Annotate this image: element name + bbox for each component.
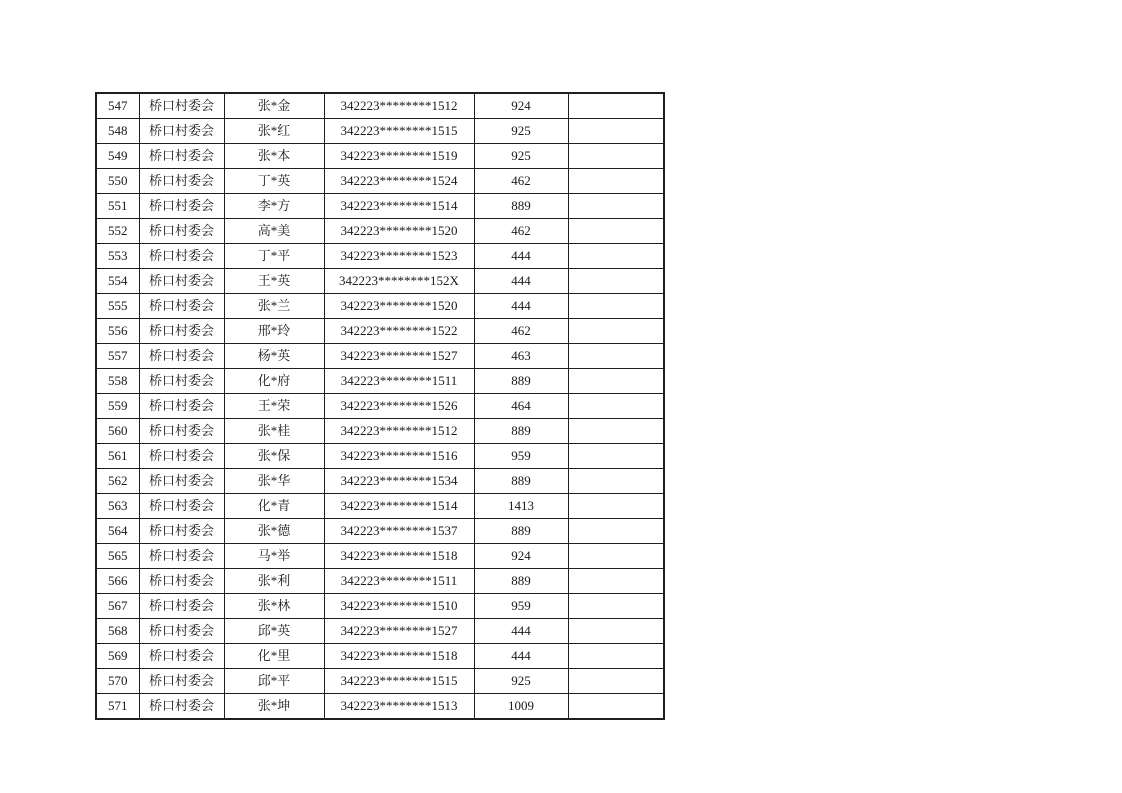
cell-note	[568, 644, 664, 669]
cell-name: 张*利	[224, 569, 324, 594]
table-row	[96, 519, 664, 544]
cell-org: 桥口村委会	[139, 369, 224, 394]
cell-no: 549	[96, 144, 139, 169]
cell-name: 马*举	[224, 544, 324, 569]
table-row	[96, 669, 664, 694]
cell-org: 桥口村委会	[139, 694, 224, 720]
cell-id: 342223********152X	[324, 269, 474, 294]
cell-no: 552	[96, 219, 139, 244]
cell-id: 342223********1523	[324, 244, 474, 269]
cell-id: 342223********1513	[324, 694, 474, 720]
cell-name: 张*金	[224, 93, 324, 119]
cell-id: 342223********1516	[324, 444, 474, 469]
cell-note	[568, 394, 664, 419]
cell-org: 桥口村委会	[139, 269, 224, 294]
cell-no: 557	[96, 344, 139, 369]
cell-amount: 925	[474, 669, 568, 694]
cell-name: 王*荣	[224, 394, 324, 419]
cell-no: 565	[96, 544, 139, 569]
cell-note	[568, 494, 664, 519]
table-row	[96, 394, 664, 419]
cell-id: 342223********1515	[324, 669, 474, 694]
cell-name: 杨*英	[224, 344, 324, 369]
cell-note	[568, 319, 664, 344]
cell-no: 554	[96, 269, 139, 294]
table-row	[96, 144, 664, 169]
cell-id: 342223********1534	[324, 469, 474, 494]
cell-org: 桥口村委会	[139, 469, 224, 494]
cell-note	[568, 419, 664, 444]
cell-name: 张*本	[224, 144, 324, 169]
cell-no: 558	[96, 369, 139, 394]
cell-org: 桥口村委会	[139, 544, 224, 569]
cell-org: 桥口村委会	[139, 444, 224, 469]
records-table-body	[96, 93, 664, 719]
cell-id: 342223********1511	[324, 569, 474, 594]
cell-org: 桥口村委会	[139, 319, 224, 344]
cell-note	[568, 469, 664, 494]
cell-no: 568	[96, 619, 139, 644]
cell-name: 张*红	[224, 119, 324, 144]
cell-id: 342223********1512	[324, 419, 474, 444]
cell-amount: 444	[474, 244, 568, 269]
cell-note	[568, 344, 664, 369]
cell-id: 342223********1537	[324, 519, 474, 544]
cell-no: 559	[96, 394, 139, 419]
cell-no: 555	[96, 294, 139, 319]
table-row	[96, 319, 664, 344]
table-row	[96, 219, 664, 244]
cell-note	[568, 194, 664, 219]
cell-id: 342223********1527	[324, 344, 474, 369]
table-row	[96, 569, 664, 594]
cell-amount: 889	[474, 519, 568, 544]
cell-amount: 924	[474, 544, 568, 569]
cell-id: 342223********1510	[324, 594, 474, 619]
cell-amount: 462	[474, 319, 568, 344]
cell-id: 342223********1518	[324, 544, 474, 569]
table-row	[96, 444, 664, 469]
cell-id: 342223********1518	[324, 644, 474, 669]
cell-no: 551	[96, 194, 139, 219]
table-row	[96, 419, 664, 444]
cell-no: 569	[96, 644, 139, 669]
cell-id: 342223********1515	[324, 119, 474, 144]
cell-note	[568, 219, 664, 244]
cell-name: 化*府	[224, 369, 324, 394]
table-row	[96, 93, 664, 119]
cell-amount: 924	[474, 93, 568, 119]
table-row	[96, 269, 664, 294]
cell-org: 桥口村委会	[139, 619, 224, 644]
cell-note	[568, 169, 664, 194]
cell-org: 桥口村委会	[139, 519, 224, 544]
cell-no: 547	[96, 93, 139, 119]
table-row	[96, 169, 664, 194]
cell-org: 桥口村委会	[139, 419, 224, 444]
cell-name: 邱*平	[224, 669, 324, 694]
cell-name: 张*保	[224, 444, 324, 469]
cell-note	[568, 669, 664, 694]
cell-id: 342223********1520	[324, 294, 474, 319]
table-row	[96, 294, 664, 319]
cell-amount: 925	[474, 144, 568, 169]
cell-id: 342223********1519	[324, 144, 474, 169]
cell-note	[568, 144, 664, 169]
cell-org: 桥口村委会	[139, 219, 224, 244]
cell-name: 张*德	[224, 519, 324, 544]
table-row	[96, 694, 664, 720]
cell-amount: 1413	[474, 494, 568, 519]
cell-amount: 444	[474, 294, 568, 319]
cell-org: 桥口村委会	[139, 394, 224, 419]
cell-id: 342223********1526	[324, 394, 474, 419]
cell-amount: 889	[474, 569, 568, 594]
cell-no: 562	[96, 469, 139, 494]
cell-id: 342223********1514	[324, 194, 474, 219]
cell-note	[568, 269, 664, 294]
cell-no: 566	[96, 569, 139, 594]
cell-org: 桥口村委会	[139, 93, 224, 119]
cell-note	[568, 294, 664, 319]
cell-id: 342223********1514	[324, 494, 474, 519]
cell-org: 桥口村委会	[139, 194, 224, 219]
cell-note	[568, 244, 664, 269]
cell-name: 高*美	[224, 219, 324, 244]
cell-name: 王*英	[224, 269, 324, 294]
cell-org: 桥口村委会	[139, 144, 224, 169]
cell-no: 550	[96, 169, 139, 194]
cell-id: 342223********1524	[324, 169, 474, 194]
table-row	[96, 544, 664, 569]
table-row	[96, 244, 664, 269]
cell-amount: 959	[474, 594, 568, 619]
cell-name: 李*方	[224, 194, 324, 219]
cell-org: 桥口村委会	[139, 669, 224, 694]
cell-amount: 444	[474, 269, 568, 294]
table-row	[96, 194, 664, 219]
cell-org: 桥口村委会	[139, 569, 224, 594]
cell-no: 560	[96, 419, 139, 444]
cell-name: 丁*平	[224, 244, 324, 269]
cell-no: 564	[96, 519, 139, 544]
cell-amount: 1009	[474, 694, 568, 720]
table-row	[96, 644, 664, 669]
cell-note	[568, 594, 664, 619]
cell-name: 张*兰	[224, 294, 324, 319]
cell-name: 化*里	[224, 644, 324, 669]
cell-no: 571	[96, 694, 139, 720]
table-row	[96, 619, 664, 644]
cell-org: 桥口村委会	[139, 594, 224, 619]
cell-org: 桥口村委会	[139, 169, 224, 194]
cell-note	[568, 619, 664, 644]
cell-note	[568, 544, 664, 569]
records-table	[95, 92, 665, 720]
cell-no: 553	[96, 244, 139, 269]
cell-id: 342223********1522	[324, 319, 474, 344]
cell-amount: 889	[474, 419, 568, 444]
cell-id: 342223********1511	[324, 369, 474, 394]
cell-amount: 463	[474, 344, 568, 369]
table-row	[96, 494, 664, 519]
cell-name: 张*林	[224, 594, 324, 619]
cell-amount: 925	[474, 119, 568, 144]
cell-name: 邱*英	[224, 619, 324, 644]
cell-no: 563	[96, 494, 139, 519]
cell-name: 张*坤	[224, 694, 324, 720]
cell-amount: 889	[474, 469, 568, 494]
table-row	[96, 469, 664, 494]
cell-org: 桥口村委会	[139, 119, 224, 144]
table-row	[96, 594, 664, 619]
cell-org: 桥口村委会	[139, 644, 224, 669]
cell-no: 567	[96, 594, 139, 619]
cell-note	[568, 519, 664, 544]
cell-amount: 889	[474, 194, 568, 219]
cell-note	[568, 694, 664, 720]
cell-amount: 959	[474, 444, 568, 469]
cell-name: 化*青	[224, 494, 324, 519]
table-row	[96, 369, 664, 394]
cell-org: 桥口村委会	[139, 294, 224, 319]
cell-note	[568, 119, 664, 144]
cell-no: 556	[96, 319, 139, 344]
cell-note	[568, 569, 664, 594]
cell-no: 548	[96, 119, 139, 144]
cell-name: 张*桂	[224, 419, 324, 444]
cell-note	[568, 444, 664, 469]
cell-name: 丁*英	[224, 169, 324, 194]
cell-org: 桥口村委会	[139, 244, 224, 269]
cell-amount: 464	[474, 394, 568, 419]
cell-amount: 889	[474, 369, 568, 394]
cell-amount: 444	[474, 644, 568, 669]
cell-amount: 462	[474, 219, 568, 244]
cell-amount: 444	[474, 619, 568, 644]
cell-org: 桥口村委会	[139, 494, 224, 519]
cell-id: 342223********1527	[324, 619, 474, 644]
table-row	[96, 119, 664, 144]
cell-id: 342223********1512	[324, 93, 474, 119]
table-row	[96, 344, 664, 369]
cell-org: 桥口村委会	[139, 344, 224, 369]
cell-no: 561	[96, 444, 139, 469]
cell-name: 张*华	[224, 469, 324, 494]
cell-note	[568, 369, 664, 394]
cell-note	[568, 93, 664, 119]
cell-no: 570	[96, 669, 139, 694]
cell-amount: 462	[474, 169, 568, 194]
cell-id: 342223********1520	[324, 219, 474, 244]
cell-name: 邢*玲	[224, 319, 324, 344]
